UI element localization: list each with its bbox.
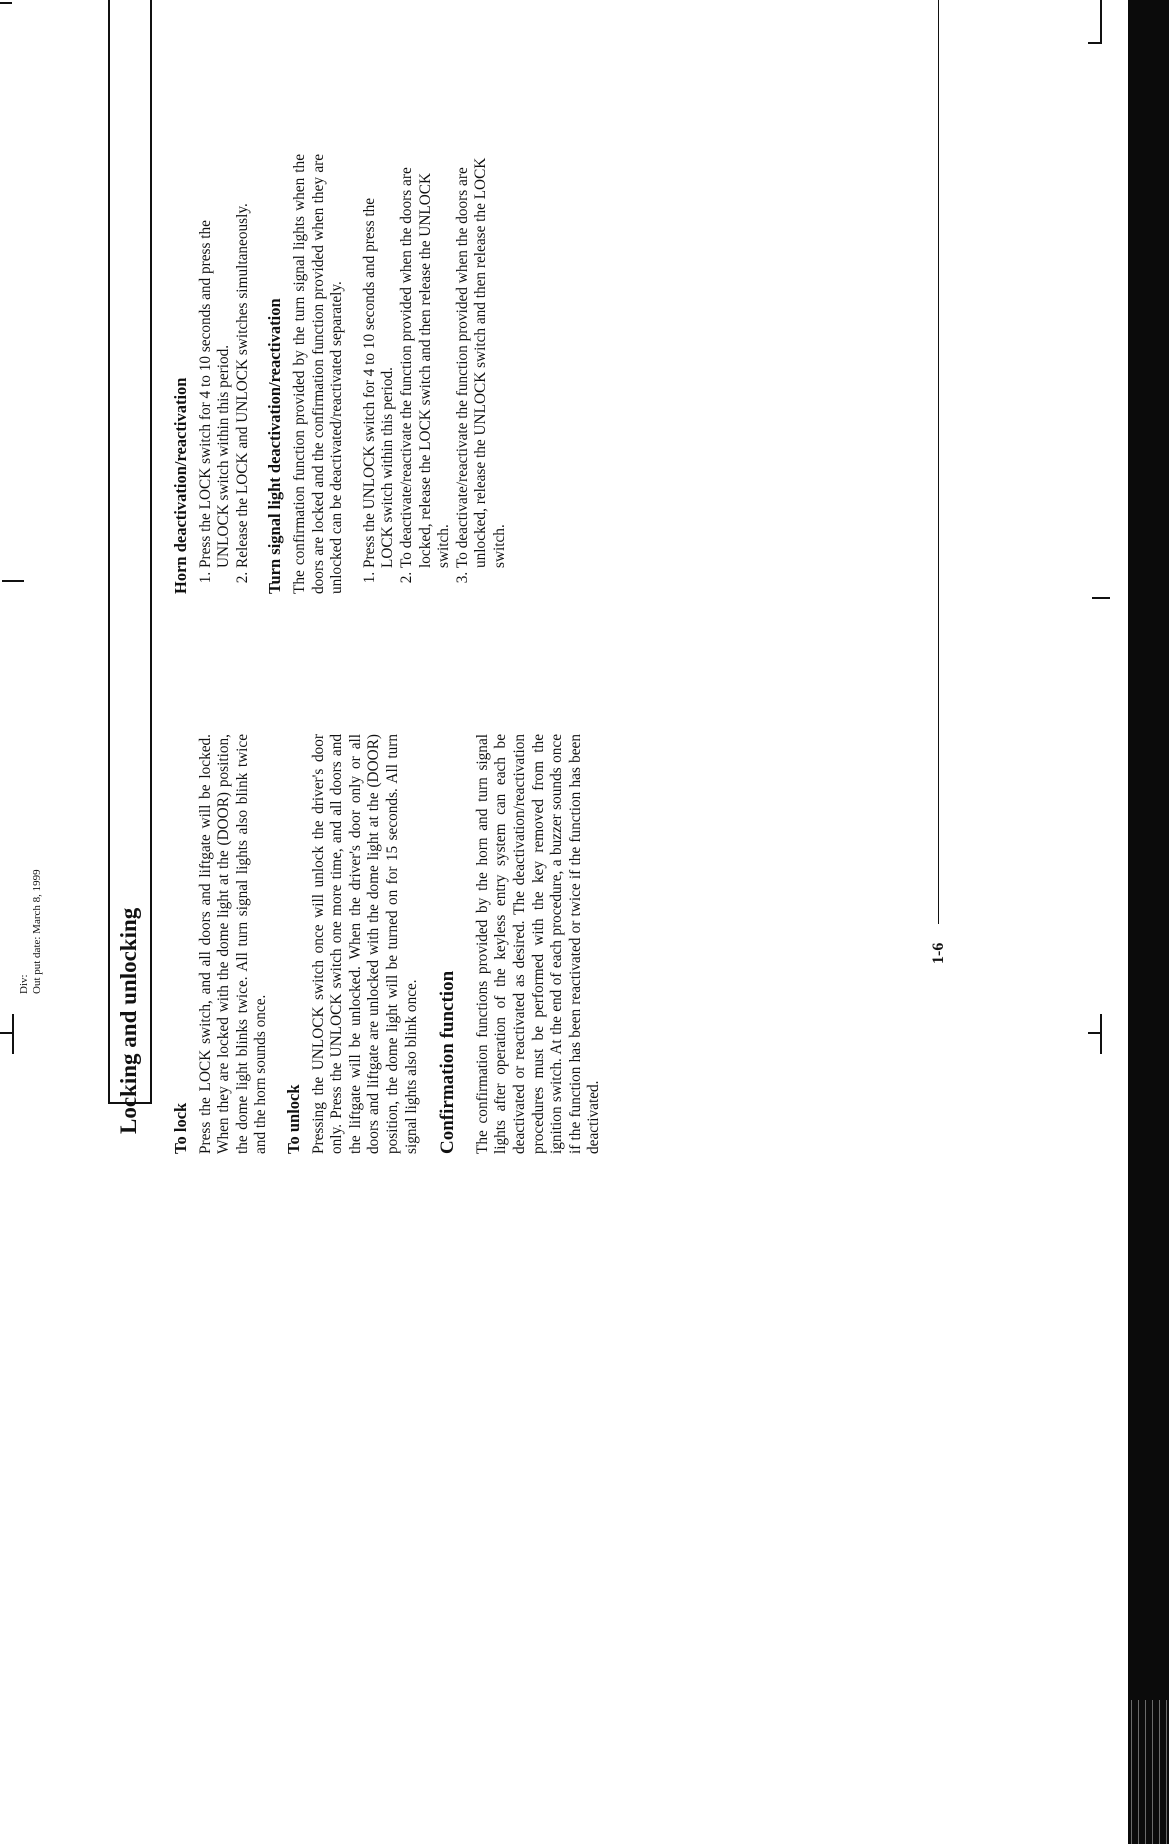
scan-edge [1128, 0, 1169, 1844]
turn-signal-step: 3. To deactivate/reactivate the function provided when the doors are unlocked, release the UNLOCK switch and then release the LOCK switch. [454, 154, 510, 568]
confirmation-heading: Confirmation function [437, 970, 459, 1154]
right-column [166, 154, 524, 594]
output-date: Out put date: March 8, 1999 [31, 869, 43, 994]
horn-heading: Horn deactivation/reactivation [171, 377, 190, 594]
document-meta [18, 869, 44, 994]
section-title: Locking and unlocking [116, 907, 141, 1134]
page-number: 1-6 [930, 942, 947, 964]
to-unlock-body: Pressing the UNLOCK switch once will unlock the driver's door only. Press the UNLOCK switch one more time, and all doors and the liftgate will be unlocked. When the driver's door only or all doors and liftgate are unlocked with the dome light at the (DOOR) position, the dome light will be turned on for 15 seconds. All turn signal lights also blink once. [309, 734, 420, 1154]
crop-mark [1088, 1033, 1102, 1035]
to-lock-body: Press the LOCK switch, and all doors and liftgate will be locked. When they are locked with the dome light at the (DOOR) position, the dome light blinks twice. All turn signal lights also blink twice and the horn sounds once. [196, 734, 270, 1154]
horn-step: 1. Press the LOCK switch for 4 to 10 seconds and press the UNLOCK switch within this period. [197, 154, 234, 568]
turn-signal-body: The confirmation function provided by the turn signal lights when the doors are locked and the confirmation function provided when they are unlocked can be deactivated/reactivated separately. [290, 154, 346, 594]
crop-mark [1100, 0, 1102, 44]
crop-mark [0, 3, 12, 5]
footer-rule [938, 0, 939, 924]
crop-mark [12, 1014, 14, 1054]
scan-noise [1128, 1700, 1169, 1844]
to-unlock-heading: To unlock [283, 1084, 303, 1154]
horn-step: 2. Release the LOCK and UNLOCK switches simultaneously. [234, 154, 253, 568]
crop-mark [0, 1033, 14, 1035]
confirmation-body: The confirmation functions provided by the horn and turn signal lights after operation of the keyless entry system can each be deactivated or reactivated as desired. The deactivation/reactivation procedures must be performed with the key removed from the ignition switch. At the end of each procedure, a buzzer sounds once if the function has been reactivated or twice if the function has been deactivated. [473, 734, 603, 1154]
crop-mark [1088, 43, 1102, 45]
turn-signal-steps [361, 154, 510, 594]
turn-signal-step: 1. Press the UNLOCK switch for 4 to 10 seconds and press the LOCK switch within this period. [361, 154, 398, 568]
horn-steps [197, 154, 253, 594]
crop-mark [2, 581, 24, 583]
to-lock-heading: To lock [171, 1102, 190, 1154]
left-column [166, 734, 618, 1154]
crop-mark [1092, 598, 1110, 600]
crop-mark [1100, 1014, 1102, 1054]
turn-signal-heading: Turn signal light deactivation/reactivation [265, 298, 285, 594]
div-label: Div: [18, 974, 30, 994]
turn-signal-step: 2. To deactivate/reactivate the function provided when the doors are locked, release the LOCK switch and then release the UNLOCK switch. [398, 154, 454, 568]
